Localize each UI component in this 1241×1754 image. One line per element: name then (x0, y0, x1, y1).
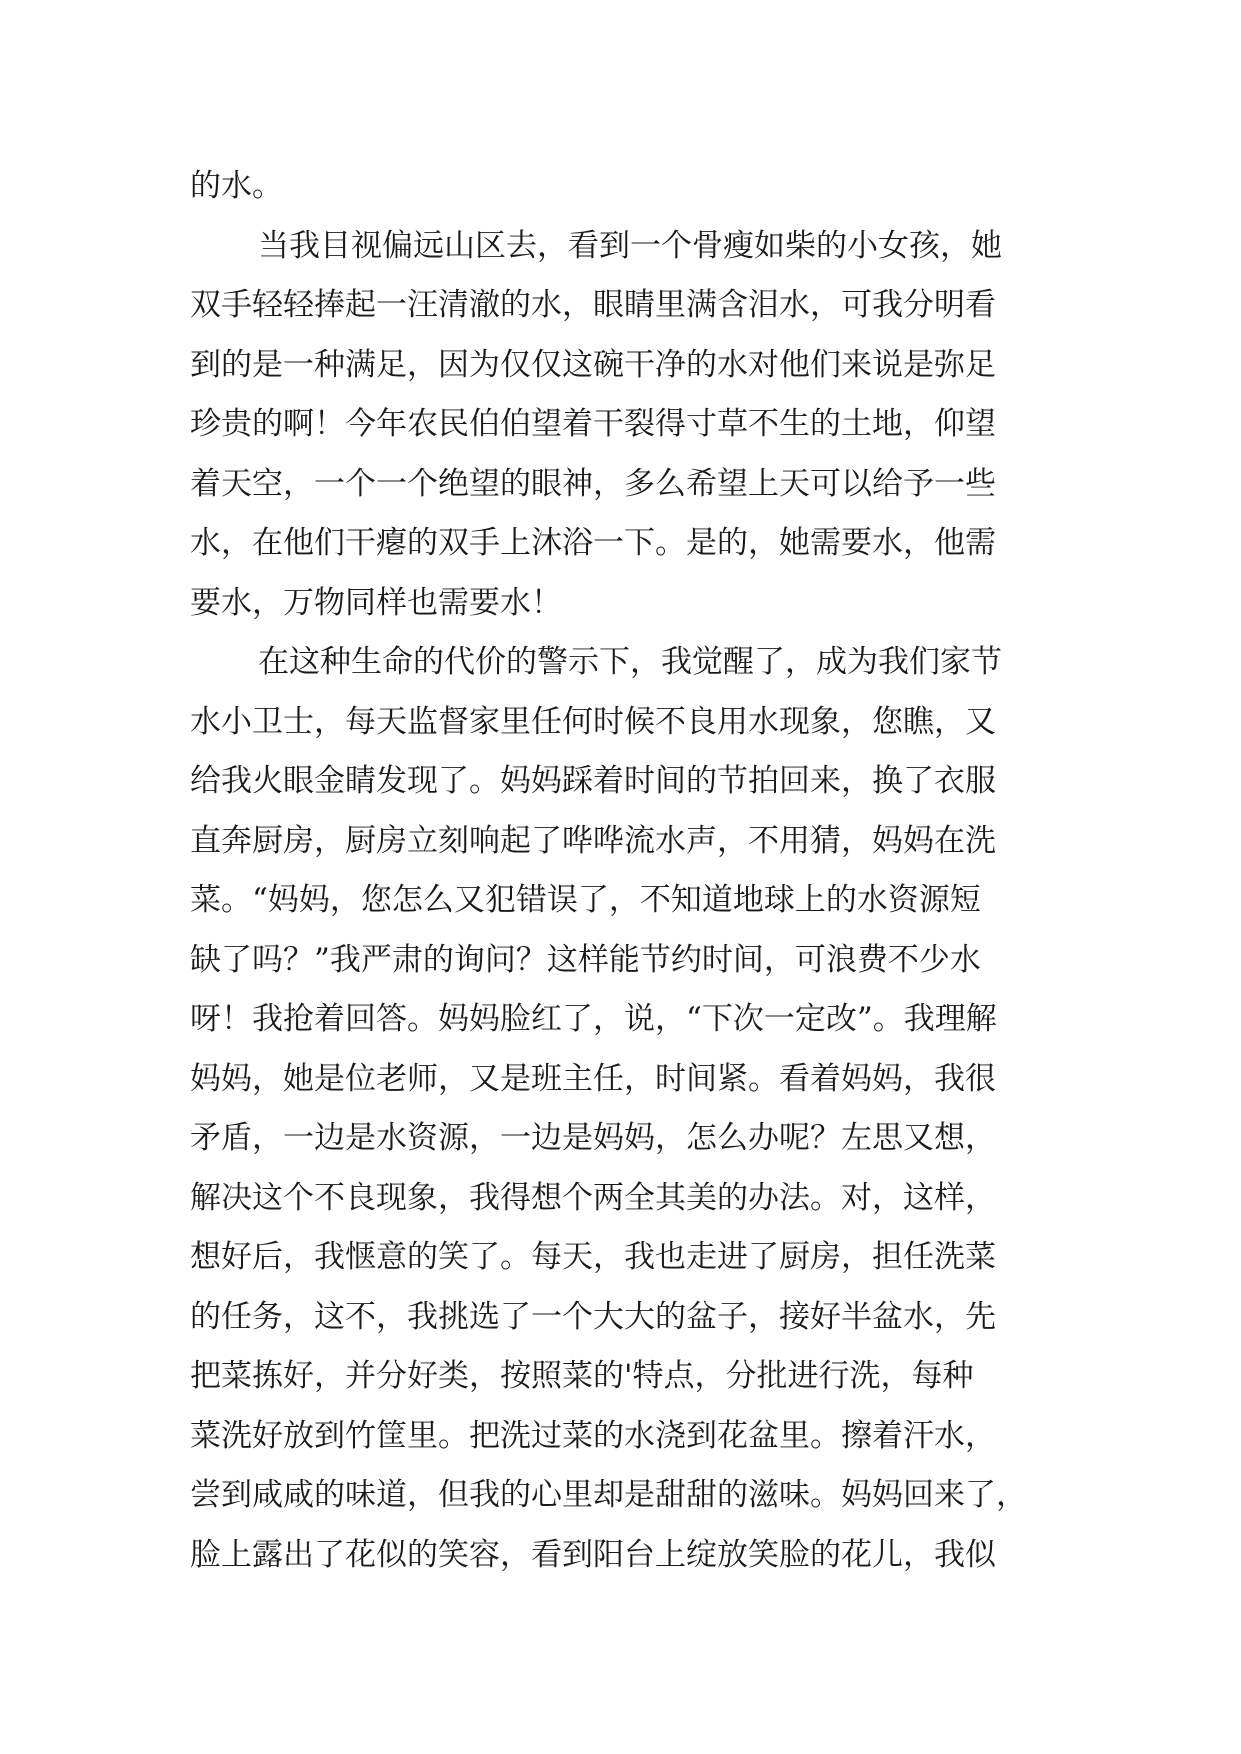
text-line: 尝到咸咸的味道，但我的心里却是甜甜的滋味。妈妈回来了， (190, 1477, 1027, 1513)
text-line: 的水。 (190, 168, 283, 204)
text-line: 要水，万物同样也需要水！ (190, 584, 562, 621)
text-line: 妈妈，她是位老师，又是班主任，时间紧。看着妈妈，我很 (190, 1060, 996, 1097)
text-line: 想好后，我惬意的笑了。每天，我也走进了厨房，担任洗菜 (190, 1239, 996, 1275)
text-line: 菜。“妈妈，您怎么又犯错误了，不知道地球上的水资源短 (190, 882, 981, 918)
text-line: 矛盾，一边是水资源，一边是妈妈，怎么办呢？左思又想， (190, 1120, 996, 1156)
text-line: 珍贵的啊！今年农民伯伯望着干裂得寸草不生的土地，仰望 (190, 406, 996, 442)
text-line: 水小卫士，每天监督家里任何时候不良用水现象，您瞧，又 (190, 703, 996, 740)
text-line: 菜洗好放到竹筐里。把洗过菜的水浇到花盆里。擦着汗水， (190, 1417, 996, 1454)
text-line: 解决这个不良现象，我得想个两全其美的办法。对，这样， (190, 1179, 996, 1216)
paragraph-start-line: 当我目视偏远山区去，看到一个骨瘦如柴的小女孩，她 (258, 227, 1002, 264)
text-line: 直奔厨房，厨房立刻响起了哗哗流水声，不用猜，妈妈在洗 (190, 822, 996, 859)
text-line: 脸上露出了花似的笑容，看到阳台上绽放笑脸的花儿，我似 (190, 1536, 996, 1573)
essay-text (190, 157, 1070, 1585)
text-line: 呀！我抢着回答。妈妈脸红了，说，“下次一定改”。我理解 (190, 1001, 997, 1037)
text-line: 缺了吗？”我严肃的询问？这样能节约时间，可浪费不少水 (190, 941, 981, 978)
text-line: 双手轻轻捧起一汪清澈的水，眼睛里满含泪水，可我分明看 (190, 287, 996, 323)
paragraph-start-line: 在这种生命的代价的警示下，我觉醒了，成为我们家节 (258, 644, 1002, 680)
text-line: 把菜拣好，并分好类，按照菜的'特点，分批进行洗，每种 (190, 1358, 974, 1394)
text-line: 给我火眼金睛发现了。妈妈踩着时间的节拍回来，换了衣服 (190, 763, 996, 799)
text-line: 着天空，一个一个绝望的眼神，多么希望上天可以给予一些 (190, 465, 996, 502)
text-line: 水，在他们干瘪的双手上沐浴一下。是的，她需要水，他需 (190, 525, 996, 561)
text-line: 到的是一种满足，因为仅仅这碗干净的水对他们来说是弥足 (190, 346, 996, 383)
text-line: 的任务，这不，我挑选了一个大大的盆子，接好半盆水，先 (190, 1298, 996, 1335)
